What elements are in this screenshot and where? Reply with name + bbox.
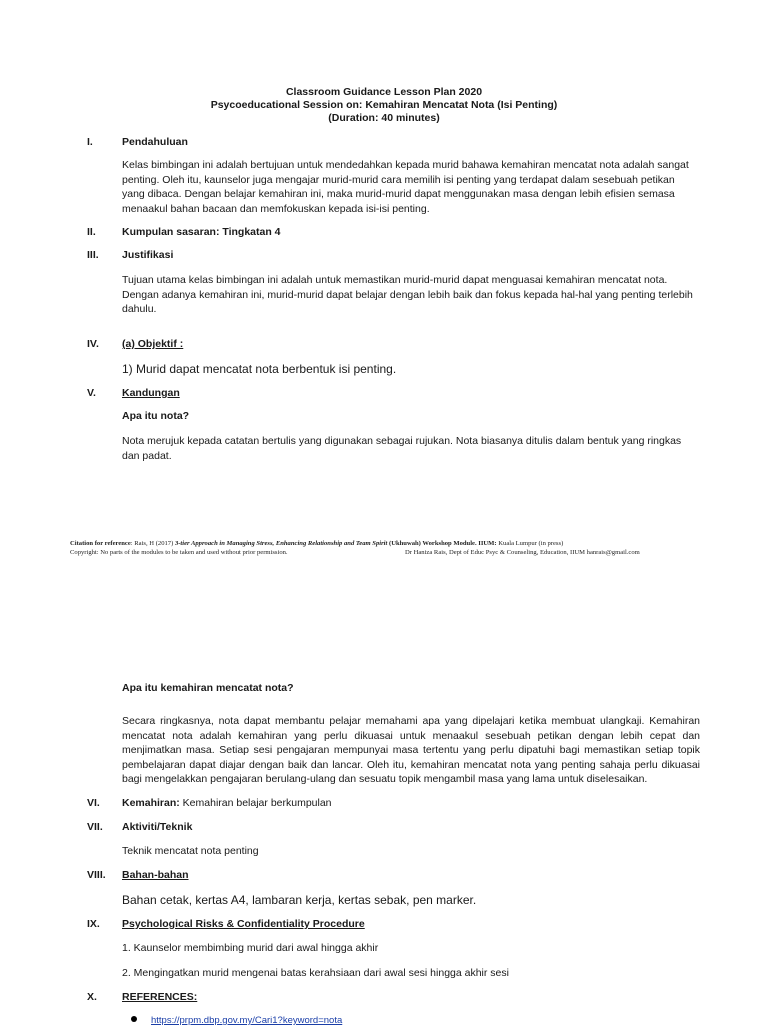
doc-title: Classroom Guidance Lesson Plan 2020	[285, 86, 483, 98]
citation-place: Kuala Lumpur (in press)	[496, 540, 564, 547]
doc-subtitle: Psycoeducational Session on: Kemahiran Mencatat Nota (Isi Penting)	[210, 99, 558, 111]
section-number: I.	[87, 136, 93, 148]
skill-line	[122, 797, 332, 809]
citation-line	[70, 540, 563, 547]
section-heading: Psychological Risks & Confidentiality Procedure	[122, 918, 365, 930]
section-paragraph: Teknik mencatat nota penting	[122, 845, 259, 857]
section-heading: Kumpulan sasaran: Tingkatan 4	[122, 226, 281, 238]
section-paragraph: Secara ringkasnya, nota dapat membantu pelajar memahami apa yang dipelajari ketika membuat ulangkaji. Kemahiran mencatat nota adalah kemahiran yang perlu dikuasai untuk menaakul sesebuah petikan dengan lebih cepat dan menjimatkan masa. Setiap sesi pengajaran mempunyai masa tertentu yang perlu dipatuhi bagi memastikan setiap topik pembelajaran dapat diajar dengan baik dan lancar. Oleh itu, kemahiran mencatat nota yang penting sahaja perlu dikuasai bagi mengelakkan pengajaran berulang-ulang dan sesuatu topik mengambil masa yang lama untuk diselesaikan.	[122, 715, 700, 785]
section-heading: (a) Objektif :	[122, 338, 184, 350]
bullet-icon	[131, 1016, 137, 1022]
citation-author: : Rais, H (2017)	[130, 540, 175, 547]
section-heading: Justifikasi	[122, 249, 174, 261]
citation-label: Citation for reference	[70, 540, 131, 547]
doc-duration: (Duration: 40 minutes)	[328, 112, 440, 124]
section-heading: REFERENCES:	[122, 991, 198, 1003]
section-heading: Kemahiran:	[122, 797, 180, 809]
section-heading: Aktiviti/Teknik	[122, 821, 193, 833]
skill-value: Kemahiran belajar berkumpulan	[179, 797, 332, 809]
objective-item: 1) Murid dapat mencatat nota berbentuk isi penting.	[122, 362, 397, 376]
section-number: VII.	[87, 821, 103, 833]
copyright-note: Copyright: No parts of the modules to be taken and used without prior permission.	[70, 549, 288, 556]
section-number: IV.	[87, 338, 99, 350]
reference-link[interactable]: https://prpm.dbp.gov.my/Cari1?keyword=nota	[151, 1015, 343, 1026]
subheading: Apa itu nota?	[122, 410, 190, 422]
section-heading: Pendahuluan	[122, 136, 188, 148]
section-number: X.	[87, 991, 97, 1003]
citation-title: 3-tier Approach in Managing Stress, Enhancing Relationship and Team Spirit	[174, 540, 388, 547]
section-number: VI.	[87, 797, 100, 809]
citation-ukhuwah: (Ukhuwah)	[387, 540, 423, 547]
section-paragraph: Nota merujuk kepada catatan bertulis yang digunakan sebagai rujukan. Nota biasanya ditulis dalam bentuk yang ringkas dan padat.	[122, 435, 682, 462]
section-number: VIII.	[87, 869, 106, 881]
subheading: Apa itu kemahiran mencatat nota?	[122, 682, 294, 694]
section-number: II.	[87, 226, 96, 238]
section-paragraph: Kelas bimbingan ini adalah bertujuan untuk mendedahkan kepada murid bahawa kemahiran mencatat nota adalah sangat penting. Oleh itu, kaunselor juga mengajar murid-murid cara memilih isi penting yang terdapat dalam sesebuah petikan yang dibaca. Dengan belajar kemahiran ini, maka murid-murid dapat menggunakan masa dengan lebih efisien semasa menaakul bahan bacaan dan memfokuskan kepada isi-isi penting.	[122, 159, 689, 215]
section-number: III.	[87, 249, 99, 261]
list-item: 2. Mengingatkan murid mengenai batas kerahsiaan dari awal sesi hingga akhir sesi	[122, 967, 509, 979]
section-number: IX.	[87, 918, 100, 930]
section-heading: Bahan-bahan	[122, 869, 189, 881]
list-item: 1. Kaunselor membimbing murid dari awal hingga akhir	[122, 942, 379, 954]
author-contact: Dr Haniza Rais, Dept of Educ Psyc & Counseling, Education, IIUM hanrais@gmail.com	[405, 549, 640, 556]
materials-list: Bahan cetak, kertas A4, lambaran kerja, kertas sebak, pen marker.	[122, 893, 477, 907]
section-heading: Kandungan	[122, 387, 180, 399]
citation-module: Workshop Module. IIUM:	[422, 540, 497, 547]
section-number: V.	[87, 387, 96, 399]
section-paragraph: Tujuan utama kelas bimbingan ini adalah untuk memastikan murid-murid dapat menguasai kemahiran mencatat nota. Dengan adanya kemahiran ini, murid-murid dapat belajar dengan lebih baik dan fokus kepada hal-hal yang penting terlebih dahulu.	[122, 274, 693, 315]
